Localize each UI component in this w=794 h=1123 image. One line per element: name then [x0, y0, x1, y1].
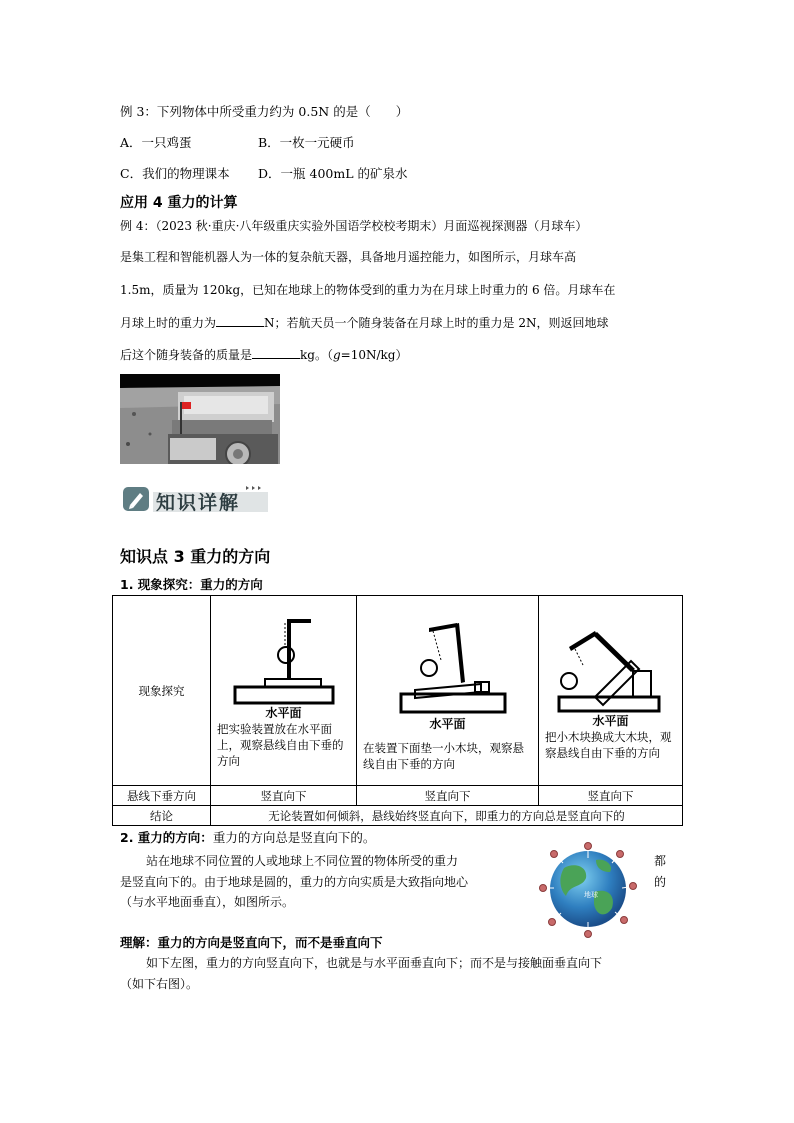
- fig2-caption: 水平面: [429, 716, 466, 731]
- example4-line1: 例 4：（2023 秋·重庆·八年级重庆实验外国语学校校考期末）月面巡视探测器（月球车）: [120, 219, 588, 233]
- table-row: [113, 806, 683, 826]
- example3-question: 例 3：下列物体中所受重力约为 0.5N 的是（ ）: [120, 104, 409, 119]
- example4-line4-b: N；若航天员一个随身装备在月球上时的重力是 2N，则返回地球: [264, 316, 609, 330]
- example3-option-d: D．一瓶 400mL 的矿泉水: [258, 166, 408, 181]
- conclusion-value: 无论装置如何倾斜，悬线始终竖直向下，即重力的方向总是竖直向下的: [211, 806, 683, 826]
- direction-para-line3: （与水平地面垂直），如图所示。: [120, 895, 295, 909]
- fig1-cell: [211, 596, 357, 786]
- banner-title: 知识详解: [156, 492, 241, 514]
- fig2-cell: [357, 596, 539, 786]
- example4-line5-c: =10N/kg）: [340, 348, 408, 362]
- earth-gravity-figure: [536, 838, 640, 940]
- fig2-text: 在装置下面垫一小木块，观察悬线自由下垂的方向: [363, 740, 524, 771]
- experiment-table: [112, 595, 683, 826]
- direction-value-3: 竖直向下: [539, 786, 683, 806]
- example3-option-b: B．一枚一元硬币: [258, 135, 355, 150]
- direction-heading-rest: 重力的方向总是竖直向下的。: [212, 830, 376, 845]
- direction-heading: [120, 830, 375, 846]
- fig3-apparatus: [539, 617, 682, 713]
- example4-line5: [120, 346, 408, 363]
- fig3-text: 把小木块换成大木块，观察悬线自由下垂的方向: [545, 729, 672, 760]
- fig3-cell: [539, 596, 683, 786]
- fig1-apparatus: [211, 609, 356, 705]
- understanding-line1: 如下左图，重力的方向竖直向下，也就是与水平面垂直向下；而不是与接触面垂直向下: [146, 956, 603, 970]
- example4-line4: [120, 314, 608, 331]
- example4-line2: 是集工程和智能机器人为一体的复杂航天器，具备地月遥控能力，如图所示，月球车高: [120, 250, 577, 264]
- table-row: [113, 596, 683, 786]
- table-row: [113, 786, 683, 806]
- answer-blank-1[interactable]: [216, 314, 264, 327]
- direction-value-1: 竖直向下: [211, 786, 357, 806]
- fig1-text: 把实验装置放在水平面上，观察悬线自由下垂的方向: [217, 721, 344, 768]
- direction-para-line2-end: 的: [654, 875, 667, 889]
- answer-blank-2[interactable]: [252, 346, 300, 359]
- row-label-phenomenon: 现象探究: [113, 596, 211, 786]
- row-label-conclusion: 结论: [113, 806, 211, 826]
- section3-sub1: 1. 现象探究：重力的方向: [120, 577, 263, 592]
- g-symbol: g: [332, 348, 341, 362]
- row-label-direction: 悬线下垂方向: [113, 786, 211, 806]
- example4-line5-b: kg。（: [300, 348, 333, 362]
- example4-line3: 1.5m，质量为 120kg，已知在地球上的物体受到的重力为在月球上时重力的 6 倍。月球车在: [120, 283, 616, 297]
- fig2-apparatus: [357, 606, 538, 716]
- example3-option-a: A．一只鸡蛋: [120, 135, 192, 150]
- direction-heading-bold: 2. 重力的方向：: [120, 830, 213, 845]
- example4-line5-a: 后这个随身装备的质量是: [120, 348, 253, 362]
- direction-para-line2: 是竖直向下的。由于地球是圆的，重力的方向实质是大致指向地心: [120, 875, 469, 889]
- lunar-rover-photo: [120, 374, 280, 464]
- example3-option-c: C．我们的物理课本: [120, 166, 230, 181]
- direction-para-line1: 站在地球不同位置的人或地球上不同位置的物体所受的重力: [146, 854, 459, 868]
- knowledge-banner: [120, 484, 270, 514]
- direction-value-2: 竖直向下: [357, 786, 539, 806]
- fig3-caption: 水平面: [592, 713, 629, 728]
- example4-line4-a: 月球上时的重力为: [120, 316, 217, 330]
- fig1-caption: 水平面: [265, 705, 302, 720]
- understanding-heading: 理解：重力的方向是竖直向下，而不是垂直向下: [120, 935, 383, 950]
- understanding-line2: （如下右图）。: [120, 977, 199, 991]
- application4-heading: 应用 4 重力的计算: [120, 195, 238, 211]
- section3-heading: 知识点 3 重力的方向: [120, 547, 271, 566]
- globe-label: 地球: [584, 891, 598, 899]
- direction-para-line1-end: 都: [654, 854, 667, 868]
